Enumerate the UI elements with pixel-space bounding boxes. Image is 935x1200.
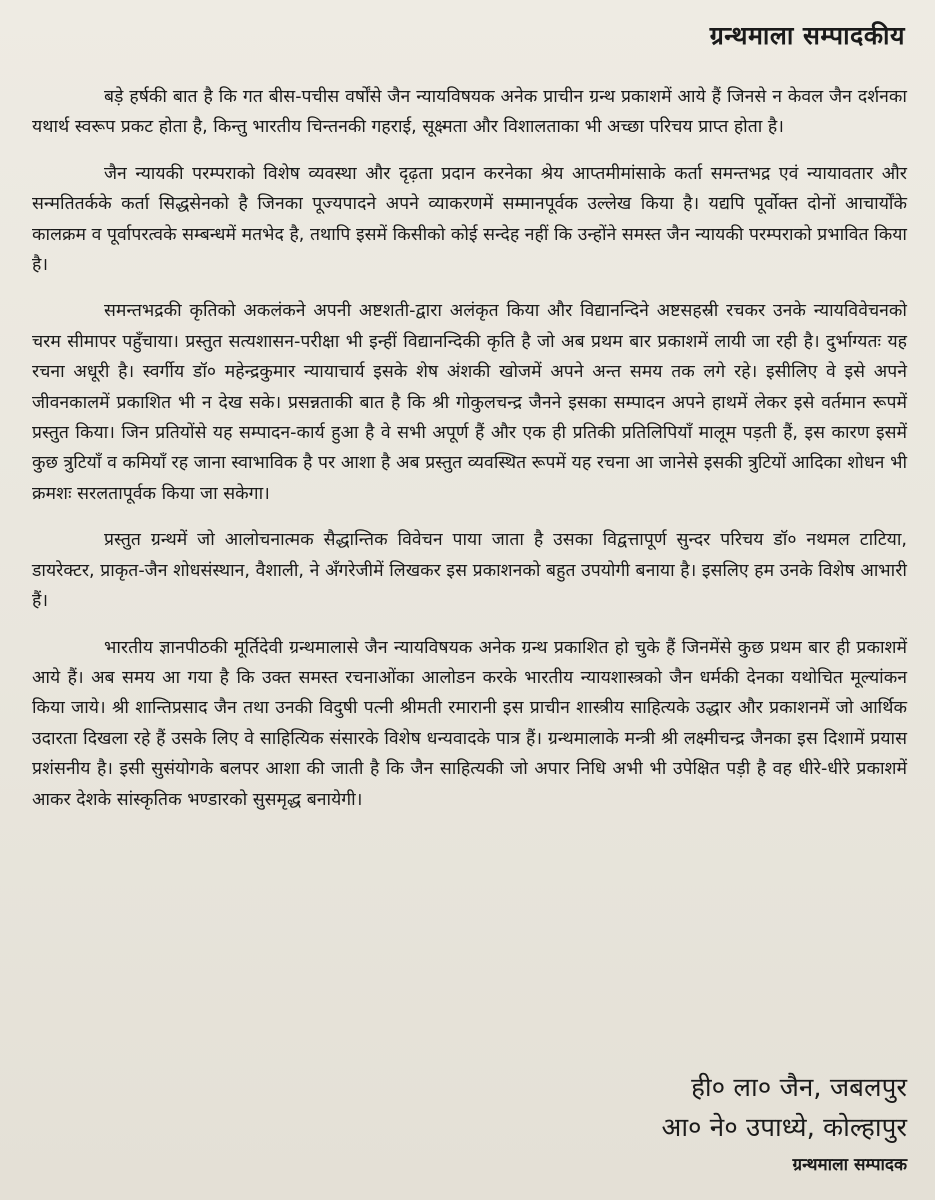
paragraph-3: समन्तभद्रकी कृतिको अकलंकने अपनी अष्टशती-द्वारा अलंकृत किया और विद्यानन्दिने अष्टसहस्री रचकर उनके न्यायविवेचनको चरम सीमापर पहुँचाया। प्रस्तुत सत्यशासन-परीक्षा भी इन्हीं विद्यानन्दिकी कृति है जो अब प्रथम बार प्रकाशमें लायी जा रही है। दुर्भाग्यतः यह रचना अधूरी है। स्वर्गीय डॉ० महेन्द्रकुमार न्यायाचार्य इसके शेष अंशकी खोजमें अपने अन्त समय तक लगे रहे। इसीलिए वे इसे अपने जीवनकालमें प्रकाशित भी न देख सके। प्रसन्नताकी बात है कि श्री गोकुलचन्द्र जैनने इसका सम्पादन अपने हाथमें लेकर इसे वर्तमान रूपमें प्रस्तुत किया। जिन प्रतियोंसे यह सम्पादन-कार्य हुआ है वे सभी अपूर्ण हैं और एक ही प्रतिकी प्रतिलिपियाँ मालूम पड़ती हैं, इस कारण इसमें कुछ त्रुटियाँ व कमियाँ रह जाना स्वाभाविक है पर आशा है अब प्रस्तुत व्यवस्थित रूपमें यह रचना आ जानेसे इसकी त्रुटियों आदिका शोधन भी क्रमशः सरलतापूर्वक किया जा सकेगा। (32, 301, 907, 504)
paragraph-5: भारतीय ज्ञानपीठकी मूर्तिदेवी ग्रन्थमालासे जैन न्यायविषयक अनेक ग्रन्थ प्रकाशित हो चुके हैं जिनमेंसे कुछ प्रथम बार ही प्रकाशमें आये हैं। अब समय आ गया है कि उक्त समस्त रचनाओंका आलोडन करके भारतीय न्यायशास्त्रको जैन धर्मकी देनका यथोचित मूल्यांकन किया जाये। श्री शान्तिप्रसाद जैन तथा उनकी विदुषी पत्नी श्रीमती रमारानी इस प्राचीन शास्त्रीय साहित्यके उद्धार और प्रकाशनमें जो आर्थिक उदारता दिखला रहे हैं उसके लिए वे साहित्यिक संसारके विशेष धन्यवादके पात्र हैं। ग्रन्थमालाके मन्त्री श्री लक्ष्मीचन्द्र जैनका इस दिशामें प्रयास प्रशंसनीय है। इसी सुसंयोगके बलपर आशा की जाती है कि जैन साहित्यकी जो अपार निधि अभी भी उपेक्षित पड़ी है वह धीरे-धीरे प्रकाशमें आकर देशके सांस्कृतिक भण्डारको सुसमृद्ध बनायेगी। (32, 637, 907, 810)
paragraph-1: बड़े हर्षकी बात है कि गत बीस-पचीस वर्षोंसे जैन न्यायविषयक अनेक प्राचीन ग्रन्थ प्रकाशमें आये हैं जिनसे न केवल जैन दर्शनका यथार्थ स्वरूप प्रकट होता है, किन्तु भारतीय चिन्तनकी गहराई, सूक्ष्मता और विशालताका भी अच्छा परिचय प्राप्त होता है। (32, 87, 907, 138)
signature-block (661, 1068, 907, 1182)
page-title: ग्रन्थमाला सम्पादकीय (709, 21, 905, 50)
paragraph-4: प्रस्तुत ग्रन्थमें जो आलोचनात्मक सैद्धान्तिक विवेचन पाया जाता है उसका विद्वत्तापूर्ण सुन्दर परिचय डॉ० नथमल टाटिया, डायरेक्टर, प्राकृत-जैन शोधसंस्थान, वैशाली, ने अँगरेजीमें लिखकर इस प्रकाशनको बहुत उपयोगी बनाया है। इसलिए हम उनके विशेष आभारी हैं। (32, 530, 907, 612)
paragraph-2: जैन न्यायकी परम्पराको विशेष व्यवस्था और दृढ़ता प्रदान करनेका श्रेय आप्तमीमांसाके कर्ता समन्तभद्र एवं न्यायावतार और सन्मतितर्कके कर्ता सिद्धसेनको है जिनका पूज्यपादने अपने व्याकरणमें सम्मानपूर्वक उल्लेख किया है। यद्यपि पूर्वोक्त दोनों आचार्योंके कालक्रम व पूर्वापरत्वके सम्बन्धमें मतभेद है, तथापि इसमें किसीको कोई सन्देह नहीं कि उन्होंने समस्त जैन न्यायकी परम्पराको प्रभावित किया है। (32, 163, 907, 276)
signature-caption: ग्रन्थमाला सम्पादक (792, 1155, 907, 1175)
signature-editor-2: आ० ने० उपाध्ये, कोल्हापुर (661, 1113, 907, 1143)
editorial-body (32, 82, 907, 815)
signature-editor-1: ही० ला० जैन, जबलपुर (691, 1073, 907, 1103)
